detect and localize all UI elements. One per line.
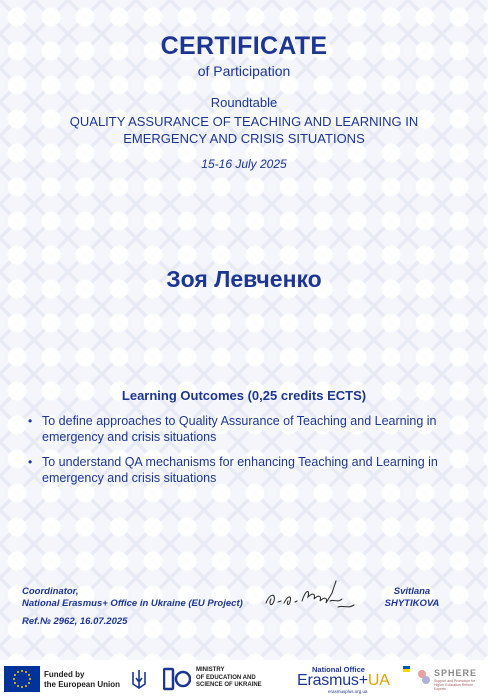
erasmus-ua: UA <box>367 672 390 689</box>
eu-funded-text <box>44 670 120 690</box>
erasmus-name: Erasmus+ <box>297 672 368 689</box>
reference-number: Ref.№ 2962, 16.07.2025 <box>22 616 128 627</box>
ministry-line1: MINISTRY <box>196 667 225 673</box>
bullet-icon: • <box>28 455 33 469</box>
outcome-item <box>28 413 468 445</box>
coordinator-line2: National Erasmus+ Office in Ukraine (EU Project) <box>22 598 243 609</box>
outcome-text: To define approaches to Quality Assurance of Teaching and Learning in emergency and crisis situations <box>42 414 437 444</box>
outcome-text: To understand QA mechanisms for enhancing Teaching and Learning in emergency and crisis situations <box>42 455 438 485</box>
recipient-name: Зоя Левченко <box>166 266 322 292</box>
outcomes-list <box>28 413 468 495</box>
erasmus-url: erasmusplus.org.ua <box>328 689 368 694</box>
certificate-title: CERTIFICATE <box>160 32 328 60</box>
coordinator-block <box>22 586 243 610</box>
sphere-subtitle: Support and Promotion for Higher Education Reform Experts <box>434 679 476 691</box>
event-date: 15-16 July 2025 <box>201 157 287 171</box>
ministry-text <box>196 667 262 690</box>
bullet-icon: • <box>28 414 33 428</box>
ministry-line3: SCIENCE OF UKRAINE <box>196 682 262 688</box>
sphere-name: SPHERE <box>434 668 478 678</box>
certificate-subtitle: of Participation <box>197 63 291 79</box>
erasmus-national-office: National Office <box>312 665 365 674</box>
ministry-logo-icon <box>163 666 191 692</box>
outcome-item <box>28 454 468 486</box>
eu-line2: the European Union <box>44 680 120 689</box>
sphere-logo-icon <box>417 668 431 686</box>
signer-block <box>372 586 452 610</box>
ministry-line2: OF EDUCATION AND <box>196 674 256 681</box>
ukraine-trident-icon <box>130 668 148 692</box>
coordinator-line1: Coordinator, <box>22 586 79 597</box>
eu-line1: Funded by <box>44 670 85 679</box>
signer-first-name: Svitlana <box>393 586 431 597</box>
eu-flag-icon <box>4 666 40 692</box>
outcomes-title: Learning Outcomes (0,25 credits ECTS) <box>121 388 367 403</box>
ukraine-flag-icon <box>403 666 410 672</box>
signer-last-name: SHYTIKOVA <box>384 598 440 609</box>
event-type: Roundtable <box>210 95 278 110</box>
event-title: QUALITY ASSURANCE OF TEACHING AND LEARNING IN EMERGENCY AND CRISIS SITUATIONS <box>69 114 419 146</box>
erasmus-logo <box>297 672 390 690</box>
signature-image <box>262 575 362 615</box>
